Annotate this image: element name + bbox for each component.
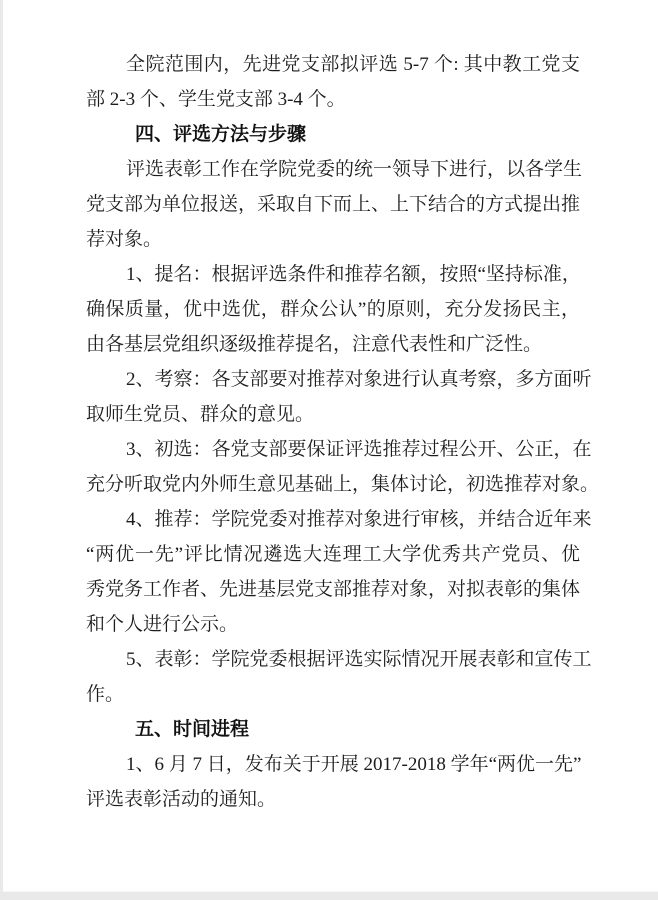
text-line: 4、推荐：学院党委对推荐对象进行审核，并结合近年来 — [126, 509, 592, 530]
text-line: 党支部为单位报送，采取自下而上、上下结合的方式提出推 — [86, 194, 581, 215]
text-line: 评选表彰活动的通知。 — [86, 789, 277, 810]
text-line: 确保质量，优中选优，群众公认”的原则，充分发扬民主， — [86, 299, 580, 320]
text-line: 5、表彰：学院党委根据评选实际情况开展表彰和宣传工 — [126, 649, 592, 670]
text-line: 全院范围内，先进党支部拟评选 5-7 个: 其中教工党支 — [126, 54, 580, 75]
text-line: 2、考察：各支部要对推荐对象进行认真考察，多方面听 — [126, 369, 592, 390]
section-heading: 五、时间进程 — [135, 719, 250, 740]
text-line: 充分听取党内外师生意见基础上，集体讨论，初选推荐对象。 — [86, 474, 600, 495]
text-line: 秀党务工作者、先进基层党支部推荐对象，对拟表彰的集体 — [86, 579, 581, 600]
text-line: 3、初选：各党支部要保证评选推荐过程公开、公正，在 — [126, 439, 592, 460]
text-line: 取师生党员、群众的意见。 — [86, 404, 315, 425]
text-line: 部 2-3 个、学生党支部 3-4 个。 — [86, 89, 346, 110]
section-heading: 四、评选方法与步骤 — [135, 124, 307, 145]
page-content — [3, 0, 658, 817]
document-page — [3, 0, 658, 891]
text-line: 1、6 月 7 日，发布关于开展 2017-2018 学年“两优一先” — [126, 754, 582, 775]
text-line: “两优一先”评比情况遴选大连理工大学优秀共产党员、优 — [86, 544, 580, 565]
text-line: 作。 — [86, 684, 125, 705]
text-line: 和个人进行公示。 — [86, 614, 239, 635]
text-line: 由各基层党组织逐级推荐提名，注意代表性和广泛性。 — [86, 334, 543, 355]
text-line: 1、提名：根据评选条件和推荐名额，按照“坚持标准， — [126, 264, 581, 285]
text-line: 评选表彰工作在学院党委的统一领导下进行，以各学生 — [126, 159, 583, 180]
text-line: 荐对象。 — [86, 229, 163, 250]
